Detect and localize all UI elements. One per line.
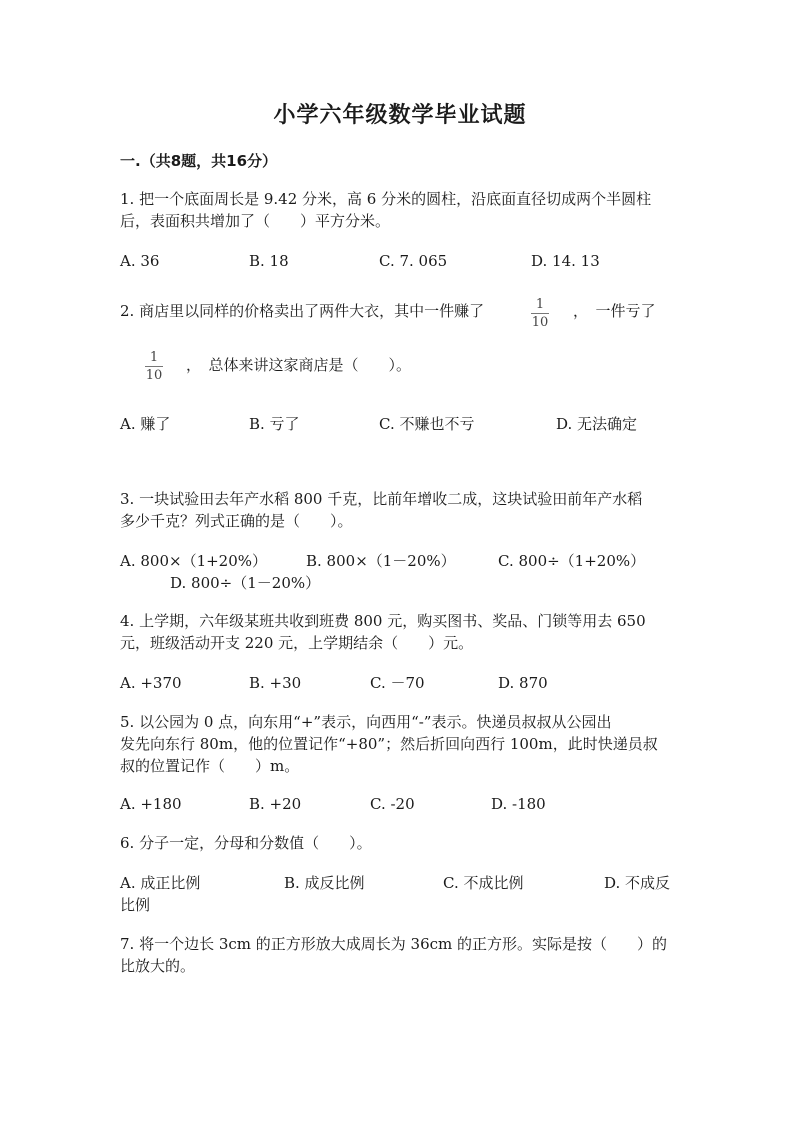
question-3-line-2: 多少千克？列式正确的是（ ）。 (120, 512, 353, 530)
question-5-line-3: 叔的位置记作（ ）m。 (120, 757, 300, 775)
fraction-bar (531, 313, 549, 314)
question-4-option-c: C. －70 (370, 674, 425, 692)
question-3-line-1: 3. 一块试验田去年产水稻 800 千克，比前年增收二成，这块试验田前年产水稻 (120, 490, 643, 508)
question-7-line-1: 7. 将一个边长 3cm 的正方形放大成周长为 36cm 的正方形。实际是按（ ）的 (120, 935, 668, 953)
question-4-option-b: B. +30 (249, 674, 302, 692)
question-5-option-c: C. -20 (370, 795, 415, 813)
question-1-line-2: 后，表面积共增加了（ ）平方分米。 (120, 212, 391, 230)
question-5-option-a: A. +180 (120, 795, 182, 813)
question-2-option-d: D. 无法确定 (556, 415, 638, 433)
question-2-text-2: ， 一件亏了 (573, 302, 656, 320)
question-5-line-1: 5. 以公园为 0 点，向东用“+”表示，向西用“-”表示。快递员叔叔从公园出 (120, 713, 612, 731)
question-2-option-b: B. 亏了 (249, 415, 300, 433)
question-1-line-1: 1. 把一个底面周长是 9.42 分米，高 6 分米的圆柱，沿底面直径切成两个半圆柱 (120, 190, 652, 208)
fraction-denominator: 10 (531, 315, 549, 330)
question-6-option-c: C. 不成比例 (443, 874, 524, 892)
question-5-option-d: D. -180 (491, 795, 546, 813)
fraction-bar (145, 366, 163, 367)
question-1-option-d: D. 14. 13 (531, 252, 600, 270)
question-3-option-d: D. 800÷（1－20%） (170, 574, 321, 592)
fraction-denominator: 10 (145, 368, 163, 383)
question-2-option-a: A. 赚了 (120, 415, 171, 433)
question-1-option-c: C. 7. 065 (379, 252, 448, 270)
question-7-line-2: 比放大的。 (120, 957, 196, 975)
question-6-option-a: A. 成正比例 (120, 874, 201, 892)
question-4-line-1: 4. 上学期，六年级某班共收到班费 800 元，购买图书、奖品、门锁等用去 650 (120, 612, 646, 630)
question-2-text-1: 2. 商店里以同样的价格卖出了两件大衣，其中一件赚了 (120, 302, 485, 320)
question-1-option-a: A. 36 (120, 252, 160, 270)
question-2-fraction-2 (143, 350, 165, 383)
question-6-option-d-wrap: 比例 (120, 896, 151, 914)
question-2-text-3: ， 总体来讲这家商店是（ ）。 (186, 356, 412, 374)
question-3-option-a: A. 800×（1+20%） (120, 552, 268, 570)
question-1-option-b: B. 18 (249, 252, 289, 270)
question-3-option-c: C. 800÷（1+20%） (498, 552, 646, 570)
question-2-fraction-1 (529, 297, 551, 330)
question-3-option-b: B. 800×（1－20%） (306, 552, 456, 570)
question-6-option-d: D. 不成反 (604, 874, 671, 892)
question-4-option-d: D. 870 (498, 674, 548, 692)
question-2-option-c: C. 不赚也不亏 (379, 415, 475, 433)
question-4-option-a: A. +370 (120, 674, 182, 692)
question-6-option-b: B. 成反比例 (284, 874, 365, 892)
question-5-option-b: B. +20 (249, 795, 302, 813)
page-title: 小学六年级数学毕业试题 (273, 103, 527, 128)
question-5-line-2: 发先向东行 80m，他的位置记作“+80”；然后折回向西行 100m，此时快递员叔 (120, 735, 658, 753)
section-heading: 一.（共8题，共16分） (120, 152, 278, 170)
question-6-line-1: 6. 分子一定，分母和分数值（ ）。 (120, 834, 372, 852)
fraction-numerator: 1 (149, 350, 159, 365)
fraction-numerator: 1 (535, 297, 545, 312)
question-4-line-2: 元，班级活动开支 220 元，上学期结余（ ）元。 (120, 634, 474, 652)
